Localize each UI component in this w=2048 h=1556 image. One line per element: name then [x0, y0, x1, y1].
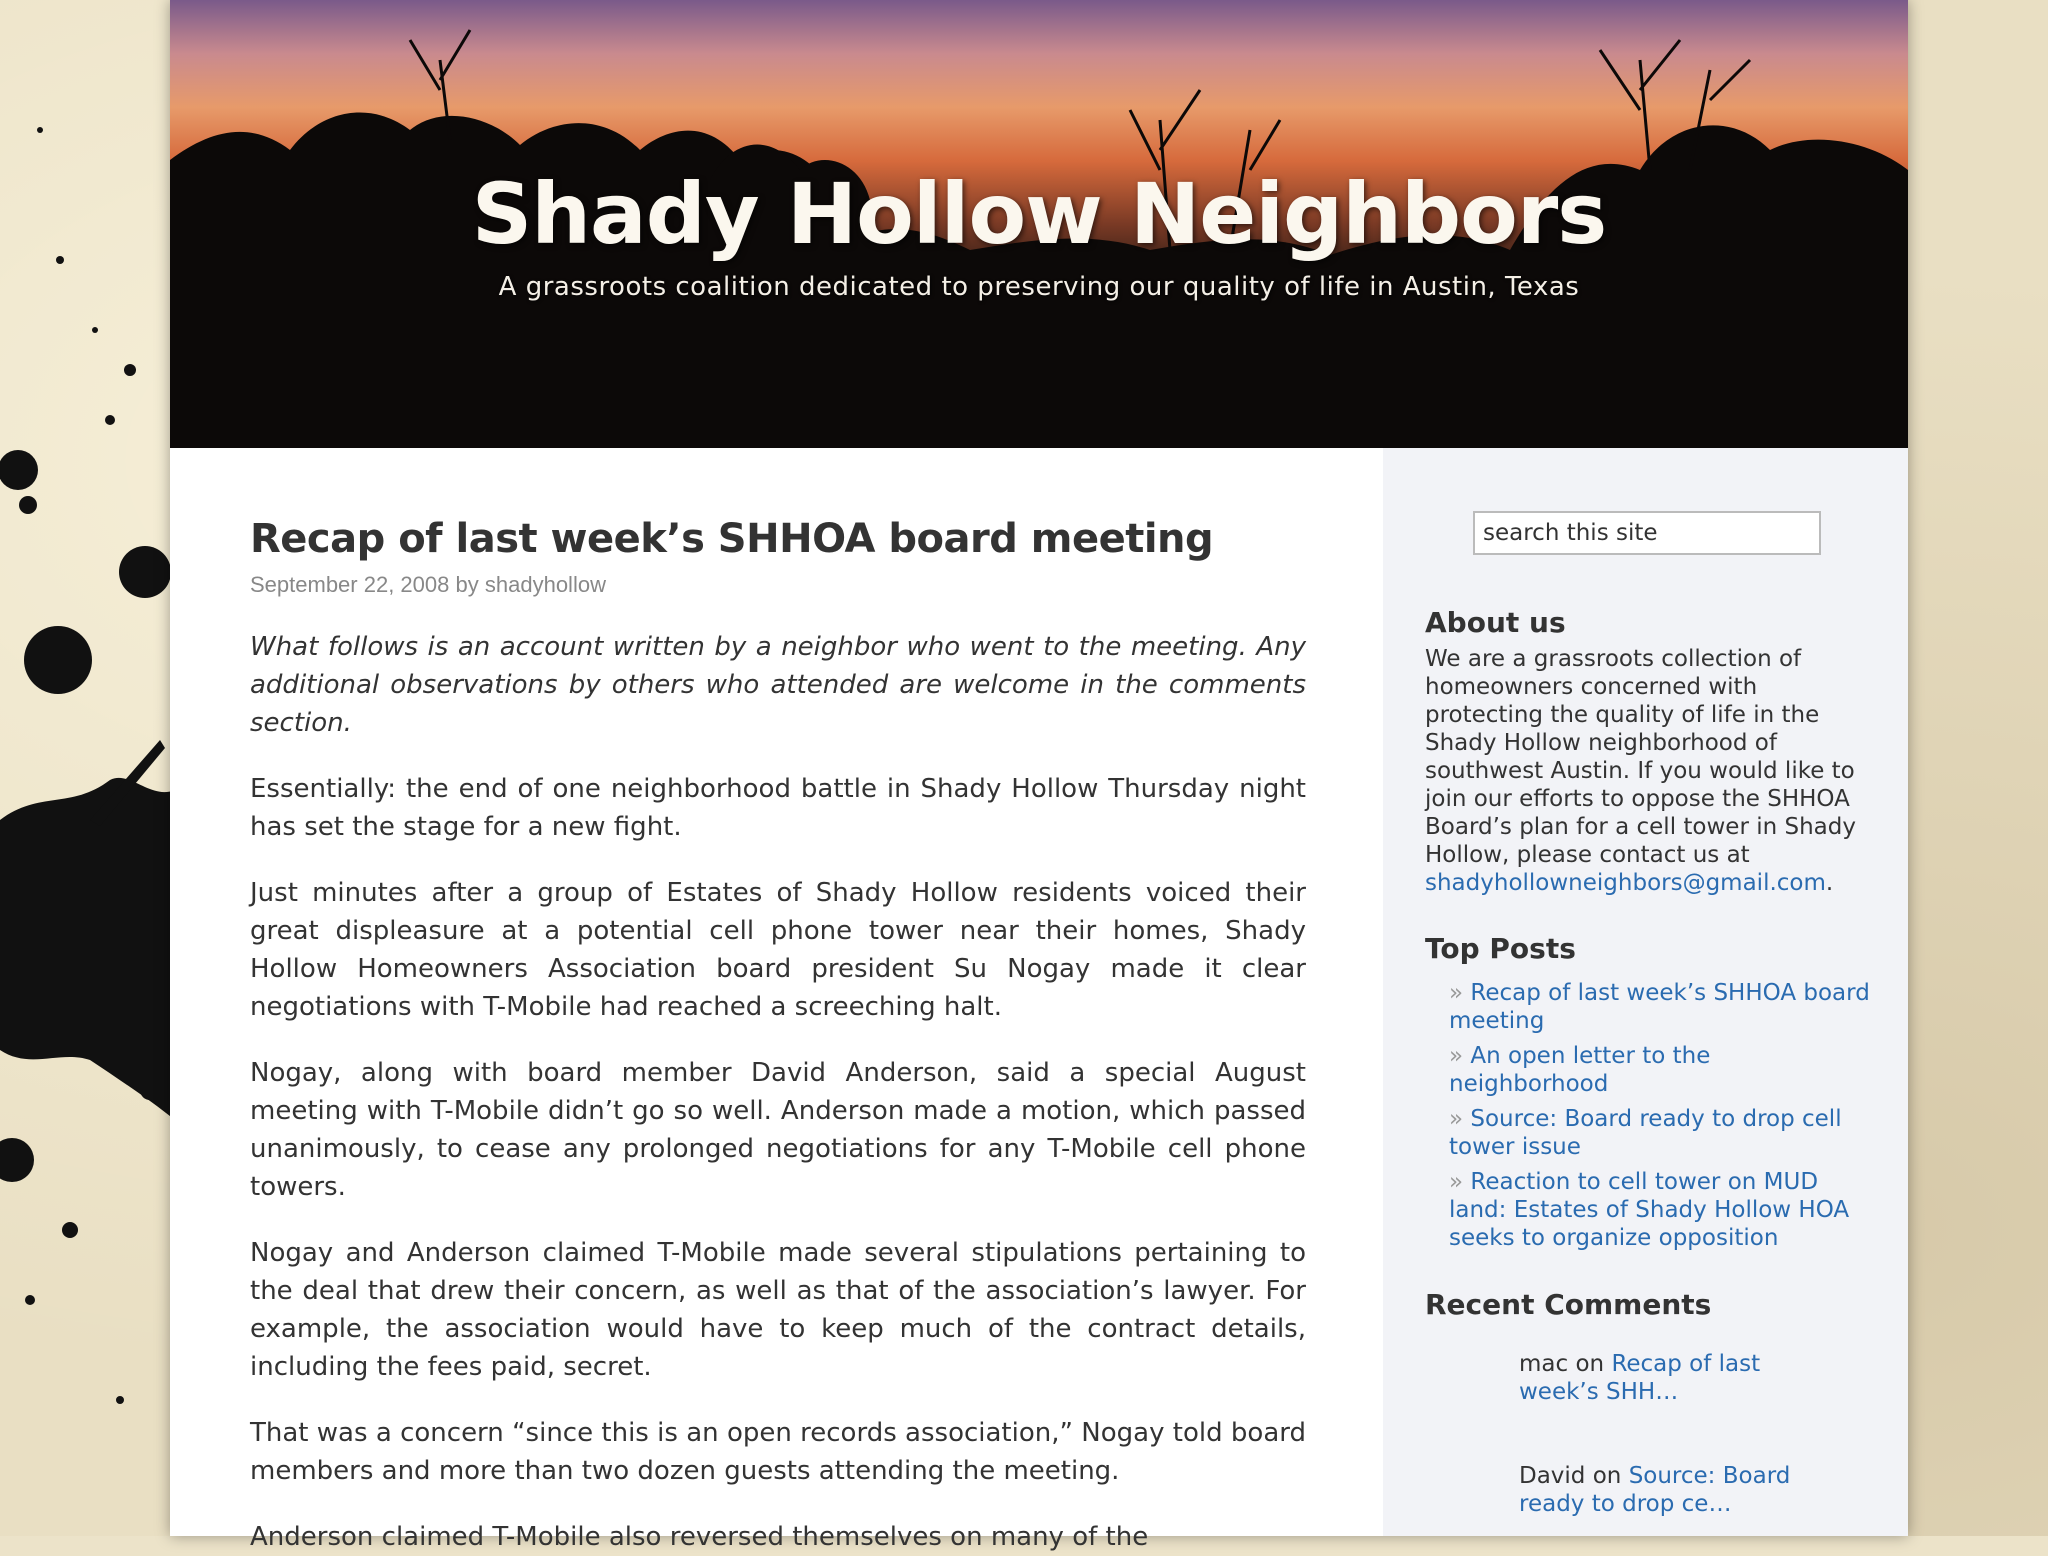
top-posts-list	[1425, 979, 1875, 1252]
bullet-icon: »	[1449, 1043, 1464, 1069]
comment-post-link[interactable]: Recap of last week’s SHH…	[1519, 1351, 1761, 1405]
bullet-icon: »	[1449, 1106, 1464, 1132]
contact-email-link[interactable]: shadyhollowneighbors@gmail.com	[1425, 870, 1826, 896]
comment-post-link[interactable]: Source: Board ready to drop ce…	[1519, 1463, 1791, 1517]
top-posts-widget	[1425, 932, 1875, 1259]
sidebar	[1383, 448, 1908, 1536]
about-period: .	[1825, 870, 1834, 896]
post-intro-paragraph: What follows is an account written by a neighbor who went to the meeting. Any additional observations by others who attended are welcome in the comments section.	[250, 632, 1306, 738]
post-author[interactable]: shadyhollow	[484, 572, 606, 597]
comment-on-word: on	[1592, 1463, 1622, 1489]
post-title[interactable]: Recap of last week’s SHHOA board meeting	[250, 516, 1214, 562]
ink-splatter-decoration	[0, 0, 180, 1536]
post-paragraph: Just minutes after a group of Estates of Shady Hollow residents voiced their great displeasure at a potential cell phone tower near their homes, Shady Hollow Homeowners Association board president Su Nogay made it clear negotiations with T-Mobile had reached a screeching halt.	[250, 878, 1306, 1022]
top-post-link[interactable]: Reaction to cell tower on MUD land: Estates of Shady Hollow HOA seeks to organize opposition	[1449, 1169, 1850, 1251]
post-body	[250, 628, 1306, 1556]
top-post-link[interactable]: An open letter to the neighborhood	[1449, 1043, 1711, 1097]
about-body: We are a grassroots collection of homeowners concerned with protecting the quality of life in the Shady Hollow neighborhood of southwest Austin. If you would like to join our efforts to oppose the SHHOA Board’s plan for a cell tower in Shady Hollow, please contact us at	[1425, 646, 1856, 868]
post-paragraph: Nogay and Anderson claimed T-Mobile made several stipulations pertaining to the deal that drew their concern, as well as that of the association’s lawyer. For example, the association would have to keep much of the contract details, including the fees paid, secret.	[250, 1238, 1306, 1382]
comment-author: David	[1519, 1463, 1586, 1489]
about-text	[1425, 645, 1875, 897]
post-meta	[250, 572, 1306, 598]
about-heading: About us	[1425, 606, 1566, 639]
top-post-item	[1449, 979, 1875, 1035]
comment-author: mac	[1519, 1351, 1569, 1377]
bullet-icon: »	[1449, 1169, 1464, 1195]
bullet-icon: »	[1449, 980, 1464, 1006]
post-date: September 22, 2008	[250, 572, 450, 597]
header-banner	[170, 0, 1908, 448]
post-paragraph: Essentially: the end of one neighborhood battle in Shady Hollow Thursday night has set the stage for a new fight.	[250, 774, 1306, 842]
recent-comment	[1519, 1462, 1819, 1518]
post-paragraph: Anderson claimed T-Mobile also reversed themselves on many of the	[250, 1522, 1149, 1552]
post-paragraph: That was a concern “since this is an open records association,” Nogay told board members and more than two dozen guests attending the meeting.	[250, 1418, 1306, 1486]
top-post-link[interactable]: Recap of last week’s SHHOA board meeting	[1449, 980, 1870, 1034]
top-post-link[interactable]: Source: Board ready to drop cell tower issue	[1449, 1106, 1842, 1160]
top-posts-heading: Top Posts	[1425, 932, 1576, 965]
page-container	[170, 0, 1908, 1552]
site-title[interactable]: Shady Hollow Neighbors	[471, 165, 1607, 263]
top-post-item	[1449, 1168, 1875, 1252]
recent-comments-widget	[1425, 1288, 1875, 1321]
post-paragraph: Nogay, along with board member David Anderson, said a special August meeting with T-Mobile didn’t go so well. Anderson made a motion, which passed unanimously, to cease any prolonged negotiations for any T-Mobile cell phone towers.	[250, 1058, 1306, 1202]
post-by-word: by	[455, 572, 479, 597]
search-input[interactable]	[1473, 511, 1821, 555]
about-widget	[1425, 606, 1875, 897]
recent-comments-heading: Recent Comments	[1425, 1288, 1712, 1321]
site-tagline: A grassroots coalition dedicated to preserving our quality of life in Austin, Texas	[498, 272, 1580, 302]
recent-comment	[1519, 1350, 1819, 1406]
top-post-item	[1449, 1105, 1875, 1161]
comment-on-word: on	[1575, 1351, 1605, 1377]
post-content	[250, 516, 1306, 1556]
top-post-item	[1449, 1042, 1875, 1098]
